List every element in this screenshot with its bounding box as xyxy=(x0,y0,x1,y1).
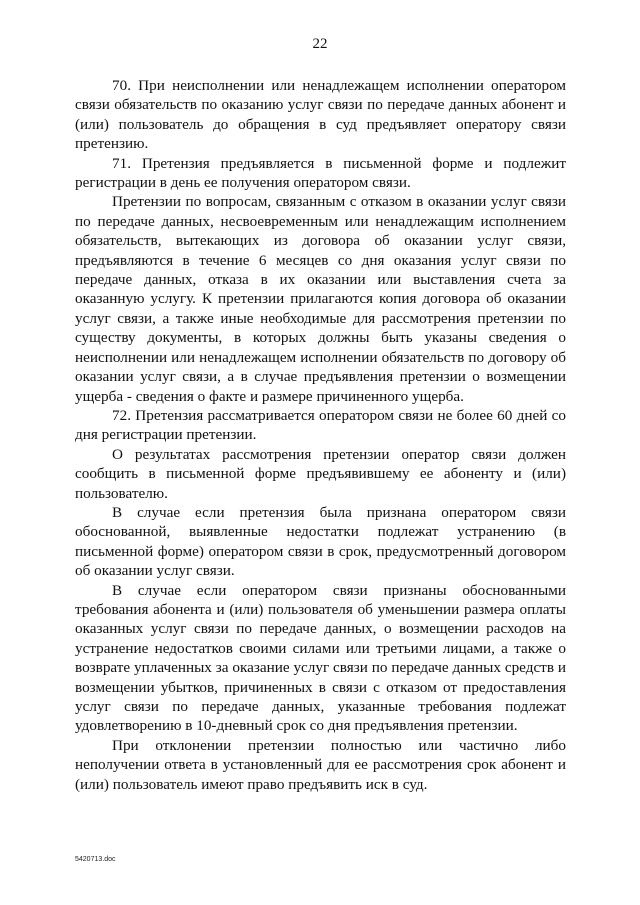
paragraph-70: 70. При неисполнении или ненадлежащем исполнении оператором связи обязательств по оказанию услуг связи по передаче данных абонент и (или) пользователь до обращения в суд предъявляет оператору связи претензию. xyxy=(75,77,566,153)
page-number: 22 xyxy=(312,36,328,52)
paragraph-claims-terms: Претензии по вопросам, связанным с отказом в оказании услуг связи по передаче данных, несвоевременным или ненадлежащим исполнением обязательств, вытекающих из договора об оказании услуг связи, предъявляются в течение 6 месяцев со дня оказания услуг связи по передаче данных, отказа в их оказании или выставления счета за оказанную услугу. К претензии прилагаются копия договора об оказании услуг связи, а также иные необходимые для рассмотрения претензии по существу документы, в которых должны быть указаны сведения о неисполнении или ненадлежащем исполнении обязательств по договору об оказании услуг связи, а в случае предъявления претензии о возмещении ущерба - сведения о факте и размере причиненного ущерба. xyxy=(75,193,566,405)
paragraph-court-claim: При отклонении претензии полностью или частично либо неполучении ответа в установленный для ее рассмотрения срок абонент и (или) пользователь имеют право предъявить иск в суд. xyxy=(75,736,566,793)
paragraph-71: 71. Претензия предъявляется в письменной форме и подлежит регистрации в день ее получения оператором связи. xyxy=(75,154,566,192)
paragraph-72: 72. Претензия рассматривается оператором связи не более 60 дней со дня регистрации претензии. xyxy=(75,406,566,444)
paragraph-results-notice: О результатах рассмотрения претензии оператор связи должен сообщить в письменной форме предъявившему ее абоненту и (или) пользователю. xyxy=(75,445,566,502)
document-body xyxy=(75,76,566,794)
footer-file-code: 5420713.doc xyxy=(75,856,116,863)
paragraph-payment-reduction: В случае если оператором связи признаны обоснованными требования абонента и (или) пользователя об уменьшении размера оплаты оказанных услуг связи по передаче данных, о возмещении расходов на устранение недостатков своими силами или третьими лицами, а также о возврате уплаченных за оказание услуг связи по передаче данных средств и возмещении убытков, причиненных в связи с отказом от предоставления услуг связи по передаче данных, указанные требования подлежат удовлетворению в 10-дневный срок со дня предъявления претензии. xyxy=(75,581,566,735)
paragraph-justified-claim: В случае если претензия была признана оператором связи обоснованной, выявленные недостатки подлежат устранению (в письменной форме) оператором связи в срок, предусмотренный договором об оказании услуг связи. xyxy=(75,503,566,580)
